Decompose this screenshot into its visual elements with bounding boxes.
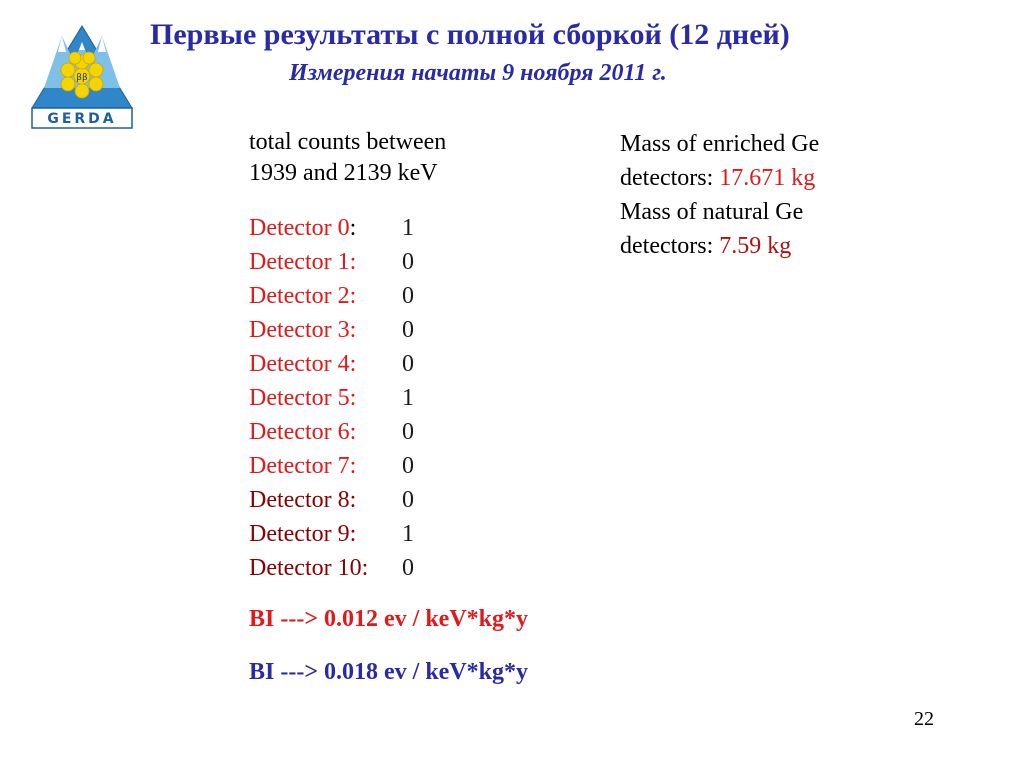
detector-row: [249, 245, 414, 279]
enriched-prefix: detectors:: [620, 165, 720, 191]
background-index-red: BI ---> 0.012 ev / keV*kg*y: [249, 606, 528, 632]
detector-row: [249, 415, 414, 449]
detector-name: Detector 4:: [249, 351, 357, 377]
detector-label: [249, 279, 402, 313]
detector-row: [249, 279, 414, 313]
enriched-mass-line1: Mass of enriched Ge: [620, 131, 820, 157]
detector-row: [249, 551, 414, 585]
detector-count: 0: [402, 487, 414, 513]
detector-count: 0: [402, 453, 414, 479]
detector-count: 0: [402, 317, 414, 343]
logo-badge: ββ: [76, 73, 88, 83]
detector-name: Detector 9:: [249, 521, 357, 547]
detector-label: [249, 381, 402, 415]
detector-name: Detector 6:: [249, 419, 357, 445]
detector-name: Detector 7:: [249, 453, 357, 479]
detector-name: Detector 0: [249, 215, 350, 241]
detector-name: Detector 5:: [249, 385, 357, 411]
logo-text: GERDA: [47, 111, 117, 127]
detector-row: [249, 313, 414, 347]
detector-count: 0: [402, 351, 414, 377]
detector-name: Detector 10:: [249, 555, 369, 581]
detector-count: 1: [402, 521, 414, 547]
natural-prefix: detectors:: [620, 233, 720, 259]
natural-mass-line1: Mass of natural Ge: [620, 199, 804, 225]
detector-row: [249, 381, 414, 415]
detector-list: [249, 211, 414, 585]
detector-label: [249, 449, 402, 483]
detector-name: Detector 3:: [249, 317, 357, 343]
detector-label: [249, 551, 402, 585]
natural-mass-value: 7.59 kg: [719, 233, 792, 259]
detector-name: Detector 8:: [249, 487, 357, 513]
detector-count: 0: [402, 419, 414, 445]
counts-heading: [249, 127, 579, 189]
natural-mass-line2: [620, 229, 920, 263]
detector-row: [249, 347, 414, 381]
detector-label: [249, 517, 402, 551]
detector-count: 0: [402, 283, 414, 309]
detector-separator: :: [349, 215, 357, 241]
enriched-mass-line2: [620, 161, 920, 195]
detector-count: 0: [402, 249, 414, 275]
slide-subtitle: Измерения начаты 9 ноября 2011 г.: [289, 60, 667, 86]
detector-row: [249, 483, 414, 517]
detector-row: [249, 211, 414, 245]
enriched-mass-value: 17.671 kg: [719, 165, 816, 191]
detector-count: 1: [402, 385, 414, 411]
detector-name: Detector 2:: [249, 283, 357, 309]
detector-label: [249, 245, 402, 279]
detector-count: 1: [402, 215, 414, 241]
detector-label: [249, 483, 402, 517]
detector-row: [249, 449, 414, 483]
gerda-logo: [28, 22, 136, 130]
page-number: 22: [914, 708, 934, 730]
mass-info: [620, 127, 920, 263]
detector-name: Detector 1:: [249, 249, 357, 275]
detector-row: [249, 517, 414, 551]
counts-heading-line1: total counts between: [249, 129, 447, 155]
counts-heading-line2: 1939 and 2139 keV: [249, 160, 438, 186]
slide-title: Первые результаты с полной сборкой (12 дней): [150, 18, 790, 51]
detector-count: 0: [402, 555, 414, 581]
detector-label: [249, 211, 402, 245]
detector-label: [249, 347, 402, 381]
detector-label: [249, 313, 402, 347]
detector-label: [249, 415, 402, 449]
background-index-blue: BI ---> 0.018 ev / keV*kg*y: [249, 659, 528, 685]
